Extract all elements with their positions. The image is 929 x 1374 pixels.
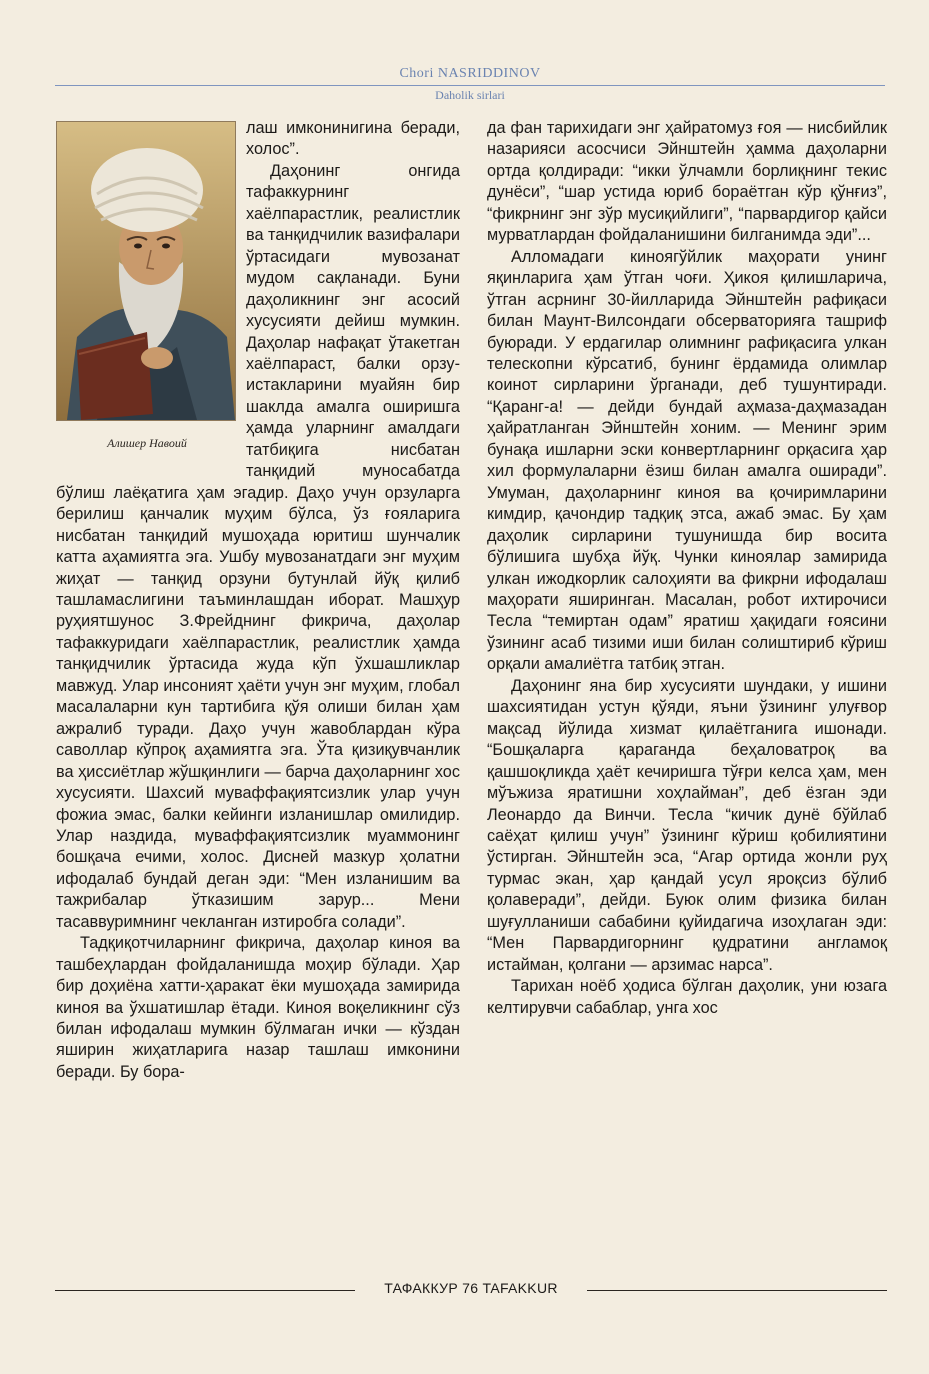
section-subtitle: Daholik sirlari (435, 88, 505, 102)
author-name: Chori NASRIDDINOV (399, 66, 541, 81)
page-footer (55, 1280, 887, 1300)
paragraph: лаш имконинигина беради, холос”. (246, 119, 460, 159)
left-column (56, 118, 460, 1083)
header-rule (55, 85, 885, 86)
figure-caption: Алишер Навоий (107, 436, 187, 450)
right-column (487, 118, 887, 1019)
paragraph: да фан тарихидаги энг ҳайратомуз ғоя — нисбийлик назарияси асосчиси Эйнштейн ҳамма даҳоларни ортда қолдиради: “икки ўлчамли борлиқнинг текис дунёси”, “шар устида юриб бораётган кўр қўнғиз”, “фикрнинг энг зўр мусиқийлиги”, “парвардигор қайси мурватлардан фойдаланишини билганимда эди”... (487, 119, 887, 245)
paragraph: Даҳонинг онгида тафаккурнинг хаёлпарастлик, реалистлик ва танқидчилик вазифалари ўртасидаги мувозанат мудом сақланади. Буни даҳоликнинг энг асосий хусусияти дейиш мумкин. Даҳолар нафақат ўтакетган хаёлпараст, балки орзу-истакларини муайян бир шаклда амалга оширишга ҳамда уларнинг амалдаги татбиқига нисбатан танқидий муносабатда бўлиш лаёқатига ҳам эгадир. Даҳо учун орзуларга берилиш қанчалик муҳим бўлса, ўз ғояларига нисбатан танқидий мушоҳада юритиш шунчалик катта аҳамиятга эга. Ушбу мувозанатдаги энг муҳим жиҳат — танқид орзуни бутунлай йўқ қилиб ташламаслигини таъминлашдан иборат. Машҳур руҳиятшунос З.Фрейднинг фикрича, даҳолар тафаккуридаги хаёлпарастлик, реалистлик ҳамда танқидчилик ўртасида жуда кўп ўхшашликлар мавжуд. Улар инсоният ҳаёти учун энг муҳим, глобал масалаларни кун тартибига қўя олиши билан ҳам ажралиб туради. Даҳо учун жавоблардан кўра саволлар кўпроқ аҳамиятга эга. Ўта қизиқувчанлик ва ҳиссиётлар жўшқинлиги — барча даҳоларнинг хос хусусияти. Шахсий муваффақиятсизлик улар учун фожиа эмас, балки кейинги изланишлар омилидир. Улар наздида, муваффақиятсизлик муаммонинг бошқача ечими, холос. Дисней мазкур ҳолатни ифодалаб бундай деган эди: “Мен изланишим ва тажрибалар ўтказишим зарур... Мени тасаввуримнинг чекланган изтиробга солади”. (56, 161, 460, 931)
paragraph: Алломадаги киноягўйлик маҳорати унинг яқинларига ҳам ўтган чоғи. Ҳикоя қилишларича, ўтган асрнинг 30-йилларида Эйнштейн рафиқаси билан Маунт-Вилсондаги обсерваторияга ташриф буюради. У ердагилар олимнинг рафиқасига улкан телескопни кўрсатиб, бунинг ёрдамида олимлар коинот сирларини ўрганади, деб тушунтиради. “Қаранг-а! — дейди бундай аҳмаза-даҳмазадан ҳайратланган Эйнштейн хоним. — Менинг эрим бунақа ишларни эски конвертларнинг орқасига ҳар хил формулаларни ёзиш билан амалга оширади”. Умуман, даҳоларнинг киноя ва қочиримларини кимдир, қачондир тадқиқ этса, ажаб эмас. Бу ҳам даҳолик сирларини тушунишда бир восита бўлишига шубҳа йўқ. Чунки кинoялар замирида улкан ижодкорлик салоҳияти ва фикрни ифодалаш маҳорати яширинган. Масалан, робот ихтирочиси Тесла “темиртан одам” яратиш ҳақидаги ғоясини ўзининг асаб тизими иши билан солиштириб кўриш орқали амалиётга татбиқ этган. (487, 247, 887, 674)
footer-text: ТАФАККУР 76 TAFAKKUR (384, 1280, 558, 1296)
paragraph: Тарихан ноёб ҳодиса бўлган даҳолик, уни юзага келтирувчи сабаблар, унга хос (487, 977, 887, 1017)
page-header (55, 66, 885, 106)
paragraph: Тадқиқотчиларнинг фикрича, даҳолар киноя ва ташбеҳлардан фойдаланишда моҳир бўлади. Ҳар бир доҳиёна хатти-ҳаракат ёки мушоҳада замирида киноя ва ўхшатишлар ётади. Киноя воқеликнинг сўз билан ифодалаш мумкин бўлмаган ички — кўздан яширин жиҳатларига назар ташлаш имконини беради. Бу бора- (56, 934, 460, 1081)
footer-rule-right (587, 1290, 887, 1291)
portrait-icon (57, 122, 235, 420)
portrait-illustration (56, 121, 236, 421)
paragraph: Даҳонинг яна бир хусусияти шундаки, у ишини шахсиятидан устун қўяди, яъни ўзининг улуғвор мақсад йўлида хизмат қилаётганига ишонади. “Бошқаларга қараганда беҳаловатроқ ва қашшоқликда ҳаёт кечиришга тўғри келса ҳам, мен мўъжиза яратишни хоҳлайман”, деб ёзган эди Леонардо да Винчи. Тесла “кичик дунё бўйлаб саёҳат қилиш учун” ўзининг кўриш қобилиятини ўстирган. Эйнштейн эса, “Агар ортида жонли руҳ турмас экан, ҳар қандай усул яроқсиз бўлиб қолаверади”, дейди. Буюк олим физика билан шуғулланиши сабабини қуйидагича изоҳлаган эди: “Мен Парвардигорнинг қудратини англамоқ истайман, қолгани — арзимас нарса”. (487, 676, 887, 974)
figure (56, 121, 238, 467)
